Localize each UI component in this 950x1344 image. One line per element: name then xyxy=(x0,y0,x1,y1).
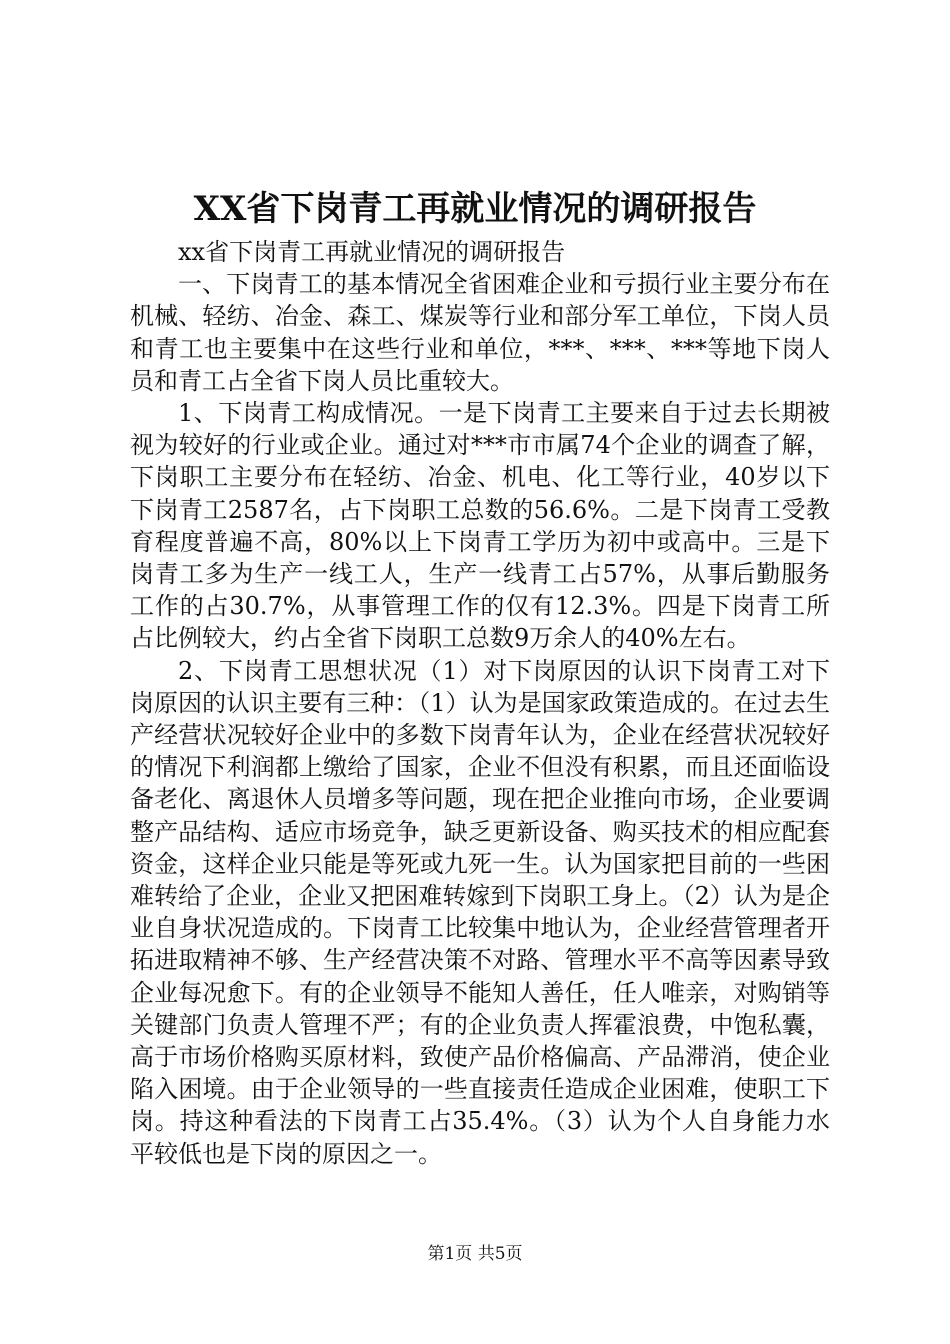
page-number: 第1页 共5页 xyxy=(427,1244,523,1264)
paragraph-composition: 1、下岗青工构成情况。一是下岗青工主要来自于过去长期被视为较好的行业或企业。通过对***市市属74个企业的调查了解，下岗职工主要分布在轻纺、冶金、机电、化工等行业，40岁以下下岗青工2587名，占下岗职工总数的56.6%。二是下岗青工受教育程度普遍不高，80%以上下岗青工学历为初中或高中。三是下岗青工多为生产一线工人，生产一线青工占57%，从事后勤服务工作的占30.7%，从事管理工作的仅有12.3%。四是下岗青工所占比例较大，约占全省下岗职工总数9万余人的40%左右。 xyxy=(130,399,830,653)
document-body xyxy=(130,236,830,1170)
paragraph-basic-situation: 一、下岗青工的基本情况全省困难企业和亏损行业主要分布在机械、轻纺、冶金、森工、煤炭等行业和部分军工单位，下岗人员和青工也主要集中在这些行业和单位，***、***、***等地下岗人员和青工占全省下岗人员比重较大。 xyxy=(130,270,830,395)
paragraph-thinking: 2、下岗青工思想状况（1）对下岗原因的认识下岗青工对下岗原因的认识主要有三种：（1）认为是国家政策造成的。在过去生产经营状况较好企业中的多数下岗青年认为，企业在经营状况较好的情况下利润都上缴给了国家，企业不但没有积累，而且还面临设备老化、离退休人员增多等问题，现在把企业推向市场，企业要调整产品结构、适应市场竞争，缺乏更新设备、购买技术的相应配套资金，这样企业只能是等死或九死一生。认为国家把目前的一些困难转给了企业，企业又把困难转嫁到下岗职工身上。（2）认为是企业自身状况造成的。下岗青工比较集中地认为，企业经营管理者开拓进取精神不够、生产经营决策不对路、管理水平不高等因素导致企业每况愈下。有的企业领导不能知人善任，任人唯亲，对购销等关键部门负责人管理不严；有的企业负责人挥霍浪费，中饱私囊，高于市场价格购买原材料，致使产品价格偏高、产品滞消，使企业陷入困境。由于企业领导的一些直接责任造成企业困难，使职工下岗。持这种看法的下岗青工占35.4%。（3）认为个人自身能力水平较低也是下岗的原因之一。 xyxy=(130,656,830,1168)
paragraph-subtitle: xx省下岗青工再就业情况的调研报告 xyxy=(178,238,566,266)
document-title: XX省下岗青工再就业情况的调研报告 xyxy=(193,189,757,229)
